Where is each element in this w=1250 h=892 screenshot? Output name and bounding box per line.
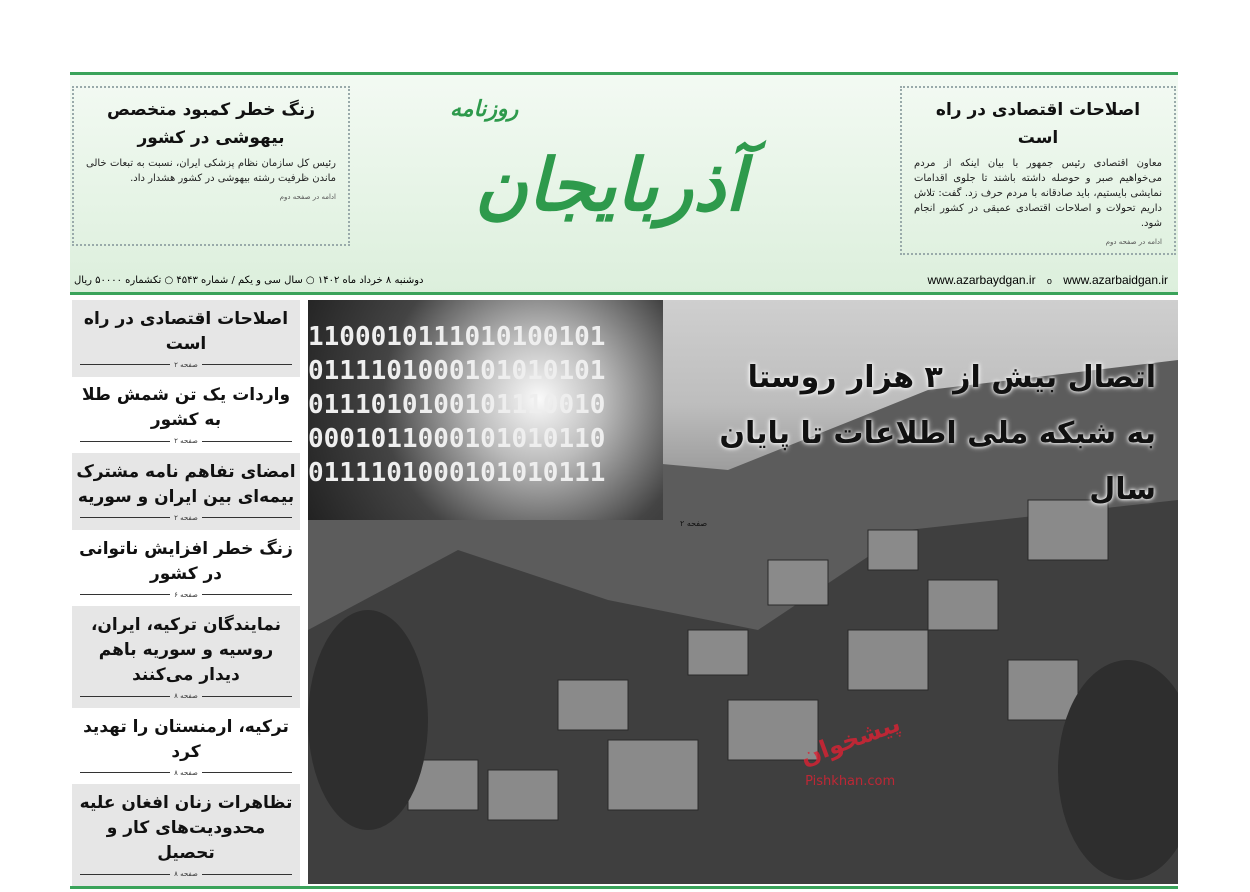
binary-data-inset (308, 300, 663, 520)
page-ref: صفحه ۸ (76, 690, 296, 702)
headline-sidebar (72, 300, 300, 886)
binary-row: 0111101000101010101 (308, 356, 606, 386)
website-link[interactable]: www.azarbaidgan.ir (1063, 273, 1168, 287)
sidebar-headline[interactable] (72, 784, 300, 886)
page-ref: صفحه ۲ (76, 512, 296, 524)
binary-row: 1100010111010100101 (308, 322, 606, 352)
watermark-text: پیشخوان (796, 709, 904, 771)
sidebar-headline[interactable] (72, 606, 300, 708)
website-link[interactable]: www.azarbaydgan.ir (927, 273, 1036, 287)
headline-text: واردات یک تن شمش طلا به کشور (81, 385, 291, 431)
sidebar-headline[interactable] (72, 708, 300, 785)
page-ref: صفحه ۲ (76, 359, 296, 371)
continued-note: ادامه در صفحه دوم (279, 193, 336, 201)
newspaper-logo (410, 75, 810, 265)
watermark (796, 709, 904, 790)
date-bar (70, 270, 1178, 295)
headline-text: زنگ خطر افزایش ناتوانی در کشور (79, 538, 293, 584)
page-ref: صفحه ۲ (76, 435, 296, 447)
binary-row: 0111010100101110010 (308, 390, 606, 420)
page-ref: صفحه ۸ (76, 767, 296, 779)
main-headline[interactable] (680, 350, 1156, 530)
sidebar-headline[interactable] (72, 300, 300, 377)
headline-text: امضای تفاهم نامه مشترک بیمه‌ای بین ایران و سوریه (76, 461, 296, 507)
right-teaser-box[interactable] (900, 86, 1176, 255)
headline-text: نمایندگان ترکیه، ایران، روسیه و سوریه باهم دیدار می‌کنند (90, 615, 282, 686)
sidebar-headline[interactable] (72, 377, 300, 454)
headline-text: ترکیه، ارمنستان را تهدید کرد (83, 716, 289, 762)
teaser-body: معاون اقتصادی رئیس جمهور با بیان اینکه از مردم می‌خواهیم صبر و حوصله داشته باشند تا جلوی اقدامات نمایشی بایستیم، باید صادقانه با مردم حرف زد. گفت: تلاش داریم تحولات و اصلاحات اقتصادی عمیقی در کشور انجام شود. (914, 158, 1162, 229)
page-ref: صفحه ۲ (680, 519, 708, 528)
binary-row: 0001011000101010110 (308, 424, 606, 454)
main-story-photo[interactable] (308, 300, 1178, 884)
continued-note: ادامه در صفحه دوم (1105, 238, 1162, 246)
teaser-title: اصلاحات اقتصادی در راه است (935, 100, 1141, 148)
teaser-body: رئیس کل سازمان نظام پزشکی ایران، نسبت به تبعات خالی ماندن ظرفیت رشته بیهوشی در کشور هشدار داد. (86, 158, 336, 184)
sidebar-headline[interactable] (72, 530, 300, 607)
page-ref: صفحه ۶ (76, 589, 296, 601)
headline-line-2: به شبکه ملی اطلاعات تا پایان سال (719, 416, 1156, 507)
page-ref: صفحه ۸ (76, 868, 296, 880)
headline-line-1: اتصال بیش از ۳ هزار روستا (747, 360, 1156, 395)
binary-row: 0111101000101010111 (308, 458, 606, 488)
headline-text: تظاهرات زنان افغان علیه محدودیت‌های کار و تحصیل (79, 793, 293, 864)
teaser-title: زنگ خطر کمبود متخصص بیهوشی در کشور (107, 100, 315, 148)
bottom-rule (70, 886, 1178, 889)
logo-title: آذربایجان (474, 142, 746, 227)
left-teaser-box[interactable] (72, 86, 350, 246)
sidebar-headline[interactable] (72, 453, 300, 530)
headline-text: اصلاحات اقتصادی در راه است (83, 308, 289, 354)
separator: o (1046, 276, 1052, 286)
dateline: دوشنبه ۸ خرداد ماه ۱۴۰۲ ○ سال سی و یکم / شماره ۴۵۴۳ ○ تکشماره ۵۰۰۰۰ ریال (74, 275, 424, 286)
watermark-url: Pishkhan.com (805, 774, 896, 789)
logo-subtitle: روزنامه (450, 97, 519, 122)
websites (928, 273, 1168, 287)
